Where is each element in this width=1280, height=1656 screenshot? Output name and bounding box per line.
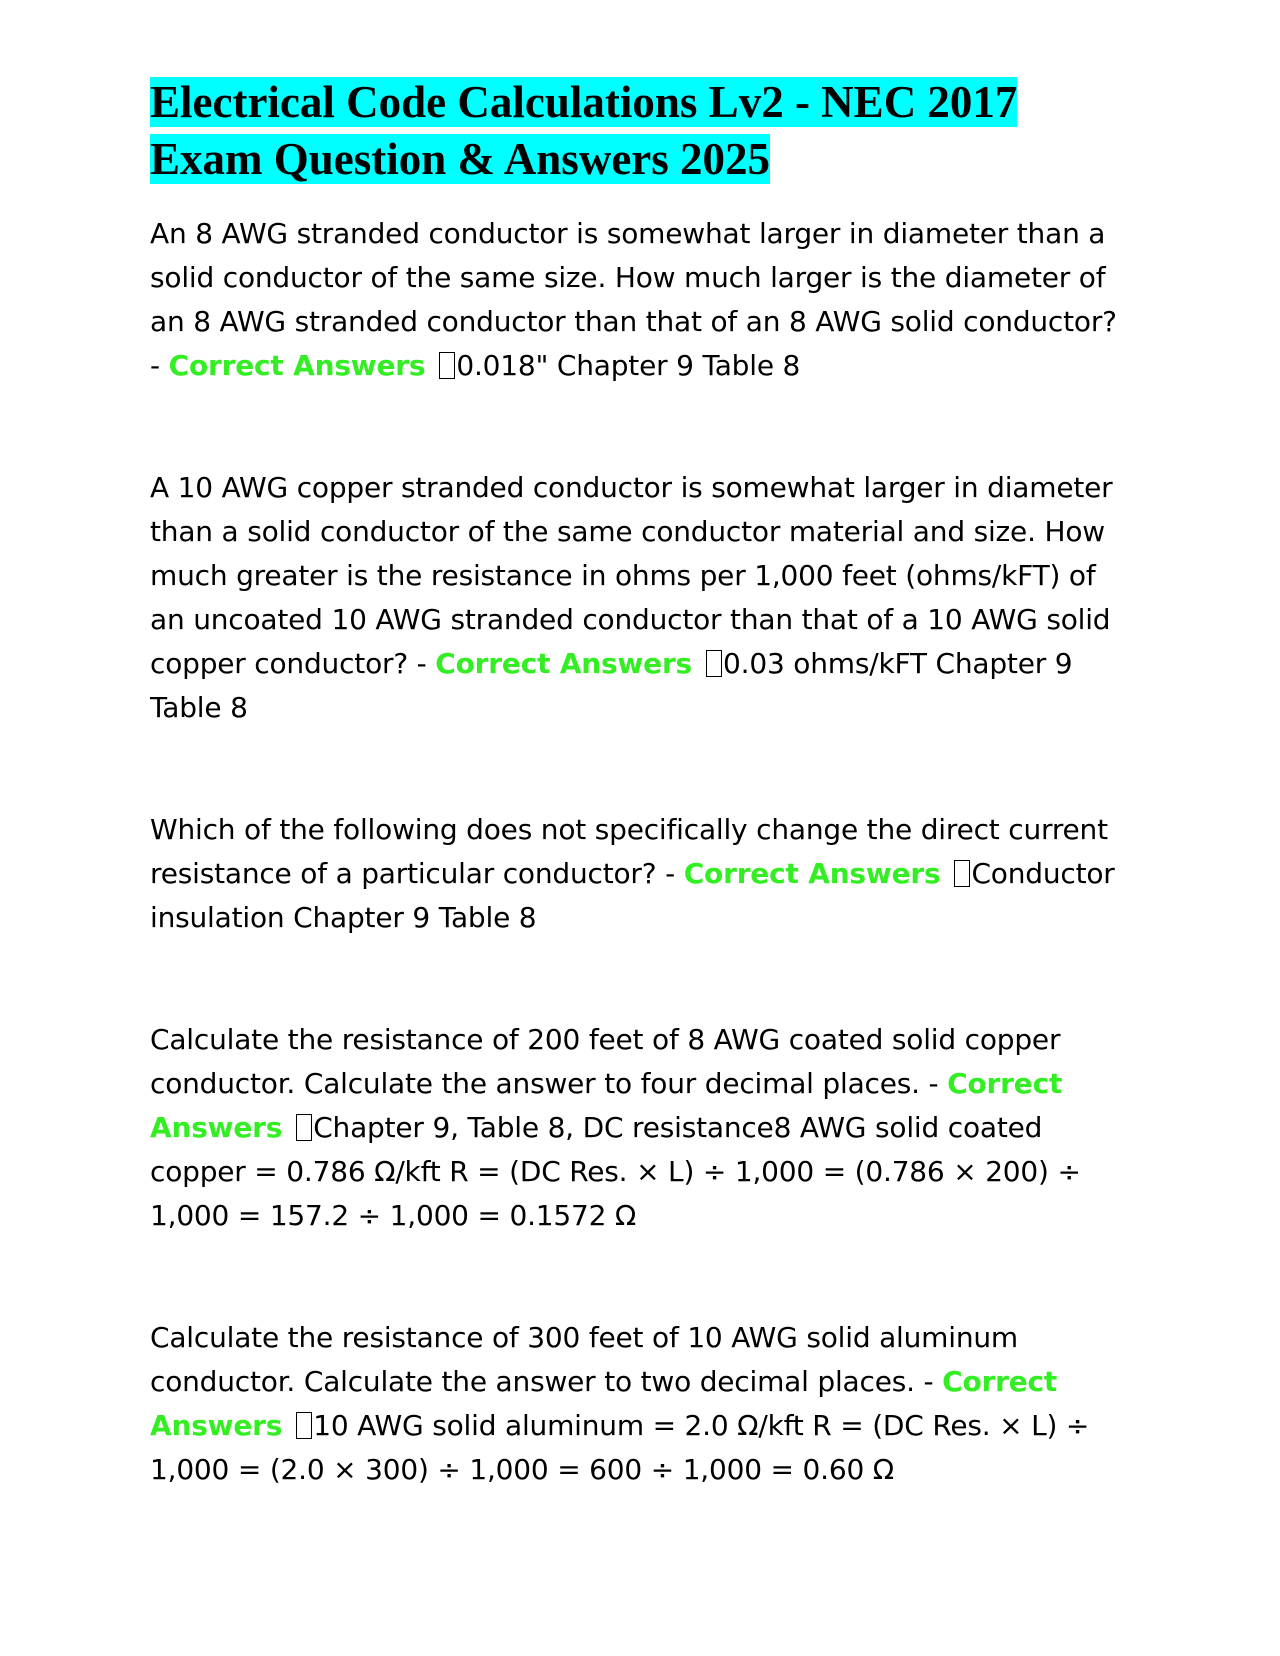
missing-glyph-box-icon (296, 1412, 312, 1439)
answer-text: Conductor insulation Chapter 9 Table 8 (150, 857, 1115, 934)
question-text: An 8 AWG stranded conductor is somewhat larger in diameter than a solid conductor of the same size. How much larger is the diameter of an 8 AWG stranded conductor than that of an 8 AWG solid conductor? - (150, 217, 1117, 382)
document-title (150, 74, 1130, 188)
qa-item-5 (150, 1316, 1130, 1492)
question-text: Which of the following does not specifically change the direct current resistance of a particular conductor? - (150, 813, 1108, 890)
answer-text: 0.03 ohms/kFT Chapter 9 Table 8 (150, 647, 1073, 724)
qa-item-1 (150, 212, 1130, 388)
qa-item-4 (150, 1018, 1130, 1238)
question-text: A 10 AWG copper stranded conductor is somewhat larger in diameter than a solid conductor of the same conductor material and size. How much greater is the resistance in ohms per 1,000 feet (ohms/kFT) of an uncoated 10 AWG stranded conductor than that of a 10 AWG solid copper conductor? - (150, 471, 1113, 680)
missing-glyph-box-icon (706, 650, 722, 677)
missing-glyph-box-icon (954, 860, 970, 887)
title-line-1: Electrical Code Calculations Lv2 - NEC 2017 (150, 77, 1018, 127)
answer-text: 0.018" Chapter 9 Table 8 (456, 349, 801, 382)
qa-item-3 (150, 808, 1130, 940)
title-line-2: Exam Question & Answers 2025 (150, 134, 771, 184)
correct-answers-label: Correct Answers (435, 647, 693, 680)
correct-answers-label: Correct Answers (150, 1365, 1058, 1442)
answer-text: 10 AWG solid aluminum = 2.0 Ω/kft R = (DC Res. × L) ÷ 1,000 = (2.0 × 300) ÷ 1,000 = 600 ÷ 1,000 = 0.60 Ω (150, 1409, 1090, 1486)
correct-answers-label: Correct Answers (168, 349, 426, 382)
document-page (150, 74, 1130, 1492)
answer-text: Chapter 9, Table 8, DC resistance8 AWG solid coated copper = 0.786 Ω/kft R = (DC Res. × L) ÷ 1,000 = (0.786 × 200) ÷ 1,000 = 157.2 ÷ 1,000 = 0.1572 Ω (150, 1111, 1081, 1232)
missing-glyph-box-icon (439, 352, 455, 379)
correct-answers-label: Correct Answers (150, 1067, 1063, 1144)
correct-answers-label: Correct Answers (683, 857, 941, 890)
question-text: Calculate the resistance of 200 feet of 8 AWG coated solid copper conductor. Calculate the answer to four decimal places. - (150, 1023, 1061, 1100)
missing-glyph-box-icon (296, 1114, 312, 1141)
question-text: Calculate the resistance of 300 feet of 10 AWG solid aluminum conductor. Calculate the answer to two decimal places. - (150, 1321, 1019, 1398)
qa-item-2 (150, 466, 1130, 730)
